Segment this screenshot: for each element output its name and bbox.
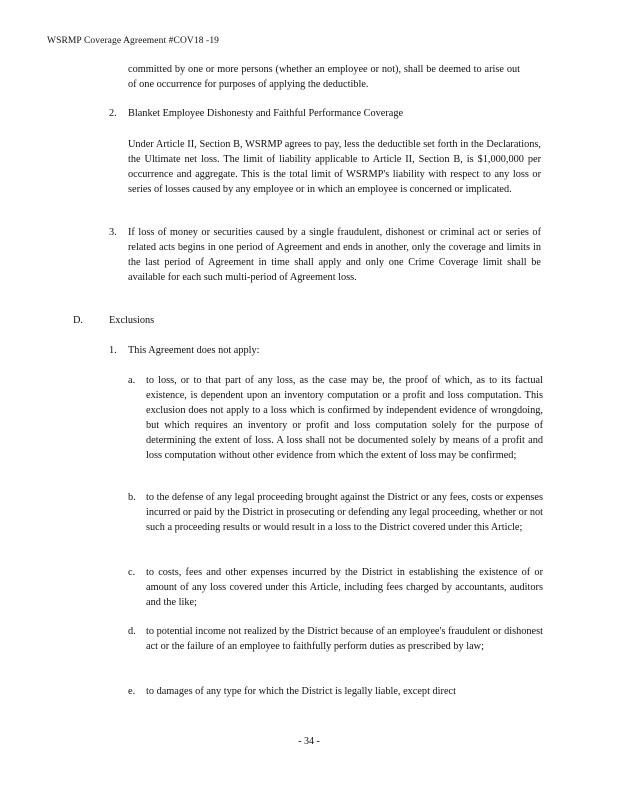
- exclusion-d-label: d.: [128, 626, 136, 637]
- exclusion-e-text: to damages of any type for which the District is legally liable, except direct: [146, 686, 456, 697]
- item-3-body: If loss of money or securities caused by a single fraudulent, dishonest or criminal act or series of related acts begins in one period of Agreement and ends in another, only the coverage and limits in the last period of Agreement in time shall apply and only one Crime Coverage limit shall be available for each such multi-period of Agreement loss.: [128, 227, 541, 283]
- continued-paragraph: committed by one or more persons (whether an employee or not), shall be deemed to arise out of one occurrence for purposes of applying the deductible.: [128, 64, 520, 90]
- exclusion-1-number: 1.: [109, 345, 117, 356]
- exclusion-b-label: b.: [128, 492, 136, 503]
- exclusion-1-text: This Agreement does not apply:: [128, 345, 260, 356]
- item-2-number: 2.: [109, 108, 117, 119]
- exclusion-d-text: to potential income not realized by the District because of an employee's fraudulent or dishonest act or the failure of an employee to faithfully perform duties as prescribed by law;: [146, 626, 543, 652]
- page-header: WSRMP Coverage Agreement #COV18 -19: [47, 36, 220, 46]
- item-3-number: 3.: [109, 227, 117, 238]
- exclusion-c-text: to costs, fees and other expenses incurred by the District in establishing the existence of or amount of any loss covered under this Article, including fees charged by accountants, auditors and the like;: [146, 567, 543, 608]
- exclusion-a-text: to loss, or to that part of any loss, as the case may be, the proof of which, as to its factual existence, is dependent upon an inventory computation or a profit and loss computation. This exclusion does not apply to a loss which is confirmed by independent evidence of wrongdoing, but which requires an inventory or profit and loss computation solely for the purpose of determining the extent of loss. A loss shall not be documented solely by means of a profit and loss computation without other evidence from which the extent of loss may be confirmed;: [146, 375, 543, 461]
- page-number: - 34 -: [298, 736, 320, 747]
- item-2-heading: Blanket Employee Dishonesty and Faithful Performance Coverage: [128, 108, 404, 119]
- item-2-body: Under Article II, Section B, WSRMP agrees to pay, less the deductible set forth in the Declarations, the Ultimate net loss. The limit of liability applicable to Article II, Section B, is $1,000,000 per occurrence and aggregate. This is the total limit of WSRMP's liability with respect to any loss or series of losses caused by any employee or in which an employee is concerned or implicated.: [128, 139, 541, 195]
- exclusion-e-label: e.: [128, 686, 136, 697]
- exclusion-a-label: a.: [128, 375, 136, 386]
- section-d-letter: D.: [73, 315, 84, 326]
- section-d-title: Exclusions: [109, 315, 155, 326]
- exclusion-c-label: c.: [128, 567, 136, 578]
- exclusion-b-text: to the defense of any legal proceeding brought against the District or any fees, costs or expenses incurred or paid by the District in prosecuting or defending any legal proceeding, whether or not such a proceeding results or would result in a loss to the District covered under this Article;: [146, 492, 543, 533]
